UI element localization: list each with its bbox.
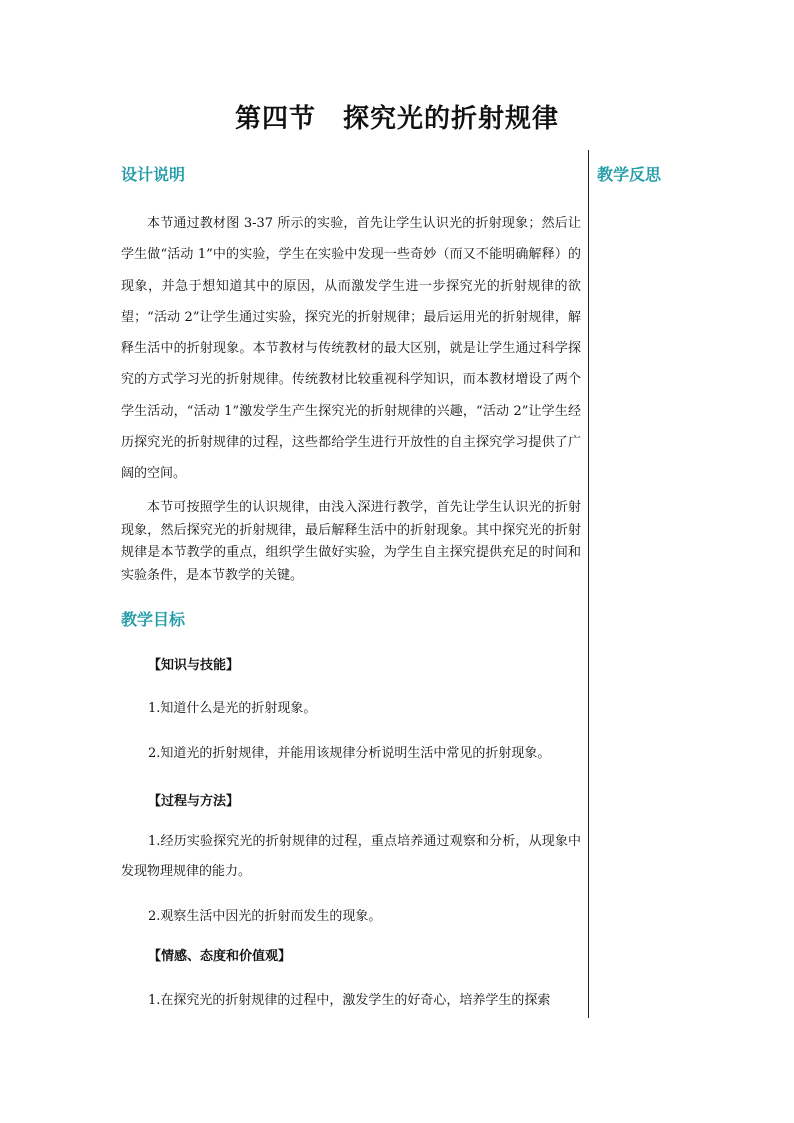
process-methods-label: 【过程与方法】 <box>148 794 240 809</box>
design-paragraph-2: 本节可按照学生的认识规律，由浅入深进行教学，首先让学生认识光的折射现象，然后探究光的折射规律，最后解释生活中的折射现象。其中探究光的折射规律是本节教学的重点，组织学生做好实验，为学生自主探究提供充足的时间和实验条件，是本节教学的关键。 <box>121 500 581 583</box>
emotion-item-1: 1.在探究光的折射规律的过程中，激发学生的好奇心，培养学生的探索 <box>148 993 551 1008</box>
page-title: 第四节 探究光的折射规律 <box>234 104 559 134</box>
emotion-values-label: 【情感、态度和价值观】 <box>148 949 292 964</box>
reflection-heading: 教学反思 <box>597 165 662 184</box>
design-paragraph-1: 本节通过教材图 3-37 所示的实验，首先让学生认识光的折射现象；然后让学生做“活动 1”中的实验，学生在实验中发现一些奇妙（而又不能明确解释）的现象，并急于想知道其中的原因，从而激发学生进一步探究光的折射规律的欲望；“活动 2”让学生通过实验，探究光的折射规律；最后运用光的折射规律，解释生活中的折射现象。本节教材与传统教材的最大区别，就是让学生通过科学探究的方式学习光的折射规律。传统教材比较重视科学知识，而本教材增设了两个学生活动，“活动 1”激发学生产生探究光的折射规律的兴趣，“活动 2”让学生经历探究光的折射规律的过程，这些都给学生进行开放性的自主探究学习提供了广阔的空间。 <box>121 216 581 482</box>
knowledge-skills-label: 【知识与技能】 <box>148 658 240 673</box>
process-item-2: 2.观察生活中因光的折射而发生的现象。 <box>148 909 382 924</box>
column-divider <box>588 150 589 1018</box>
knowledge-item-2: 2.知道光的折射规律，并能用该规律分析说明生活中常见的折射现象。 <box>148 746 551 761</box>
design-heading: 设计说明 <box>121 165 186 184</box>
knowledge-item-1: 1.知道什么是光的折射现象。 <box>148 701 317 716</box>
goals-heading: 教学目标 <box>121 610 186 629</box>
process-item-1: 1.经历实验探究光的折射规律的过程，重点培养通过观察和分析，从现象中发现物理规律的能力。 <box>121 834 581 879</box>
